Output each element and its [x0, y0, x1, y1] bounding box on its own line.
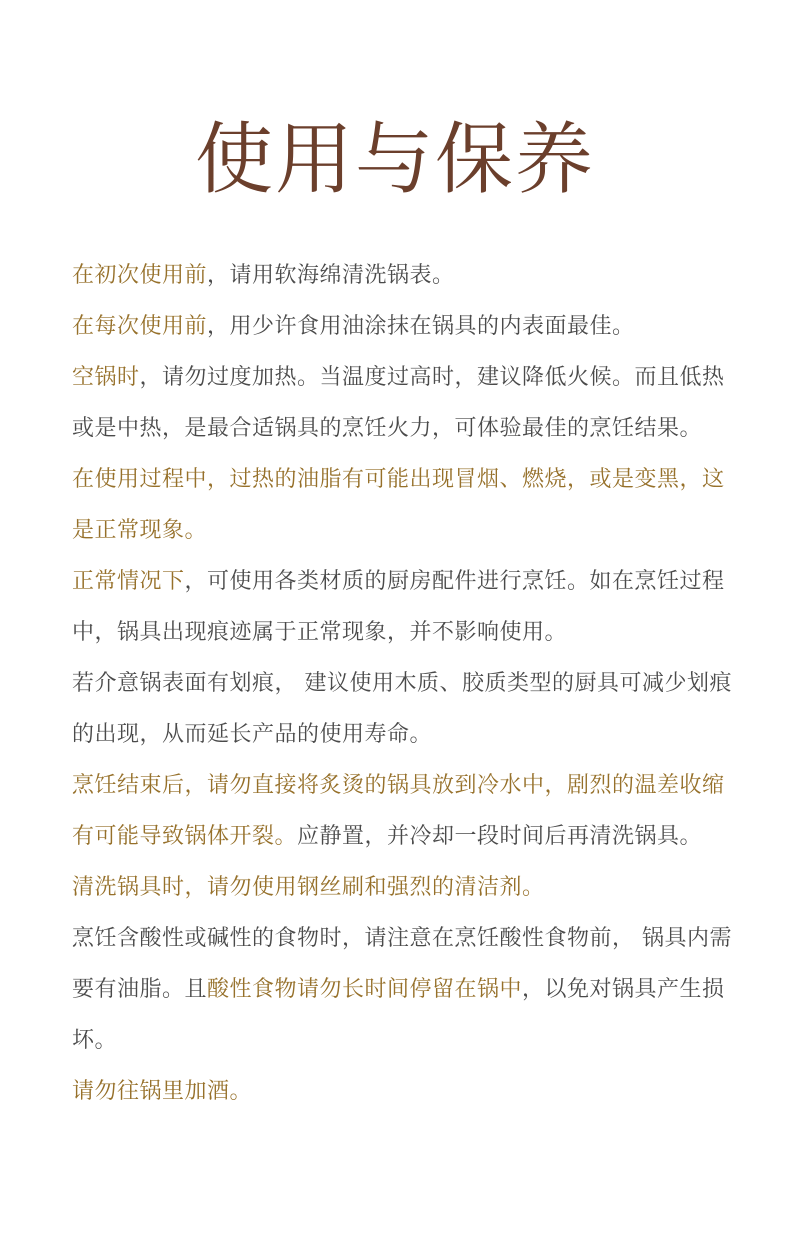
instruction-paragraph: [72, 760, 740, 862]
instruction-text: ，以免对锅具产生损坏。: [72, 977, 725, 1053]
instruction-text: 若介意锅表面有划痕， 建议使用木质、胶质类型的厨具可减少划痕的出现，从而延长产品的使用寿命。: [72, 671, 732, 747]
instruction-paragraph: [72, 352, 740, 454]
instruction-paragraph: [72, 913, 740, 1066]
instruction-paragraph: [72, 862, 740, 913]
instruction-text: 烹饪含酸性或碱性的食物时，请注意在烹饪酸性食物前， 锅具内需要有油脂。且: [72, 926, 732, 1002]
instruction-text: ，请勿过度加热。当温度过高时，建议降低火候。而且低热或是中热，是最合适锅具的烹饪火力，可体验最佳的烹饪结果。: [72, 365, 725, 441]
instruction-paragraph: [72, 556, 740, 658]
instruction-paragraph: [72, 658, 740, 760]
instructions-list: [72, 250, 740, 1117]
instruction-paragraph: [72, 301, 740, 352]
page-title: 使用与保养: [194, 115, 595, 205]
instruction-text: ，用少许食用油涂抹在锅具的内表面最佳。: [207, 314, 635, 339]
instruction-highlight: 正常情况下: [72, 569, 185, 594]
instruction-highlight: 空锅时: [72, 365, 140, 390]
instruction-text: ，可使用各类材质的厨房配件进行烹饪。如在烹饪过程中，锅具出现痕迹属于正常现象，并不影响使用。: [72, 569, 725, 645]
instruction-highlight: 烹饪结束后，请勿直接将炙烫的锅具放到冷水中，剧烈的温差收缩有可能导致锅体开裂。: [72, 773, 725, 849]
instruction-text: 应静置，并冷却一段时间后再清洗锅具。: [297, 824, 703, 849]
instruction-highlight: 在每次使用前: [72, 314, 208, 339]
instruction-highlight: 清洗锅具时，请勿使用钢丝刷和强烈的清洁剂。: [72, 875, 545, 900]
instruction-paragraph: [72, 454, 740, 556]
instruction-highlight: 请勿往锅里加酒。: [72, 1079, 253, 1104]
instruction-highlight: 在使用过程中，过热的油脂有可能出现冒烟、燃烧，或是变黑，这是正常现象。: [72, 467, 725, 543]
instruction-highlight: 在初次使用前: [72, 263, 208, 288]
instruction-highlight: 酸性食物请勿长时间停留在锅中: [207, 977, 523, 1002]
instruction-text: ，请用软海绵清洗锅表。: [207, 263, 455, 288]
instruction-paragraph: [72, 1066, 740, 1117]
instruction-paragraph: [72, 250, 740, 301]
